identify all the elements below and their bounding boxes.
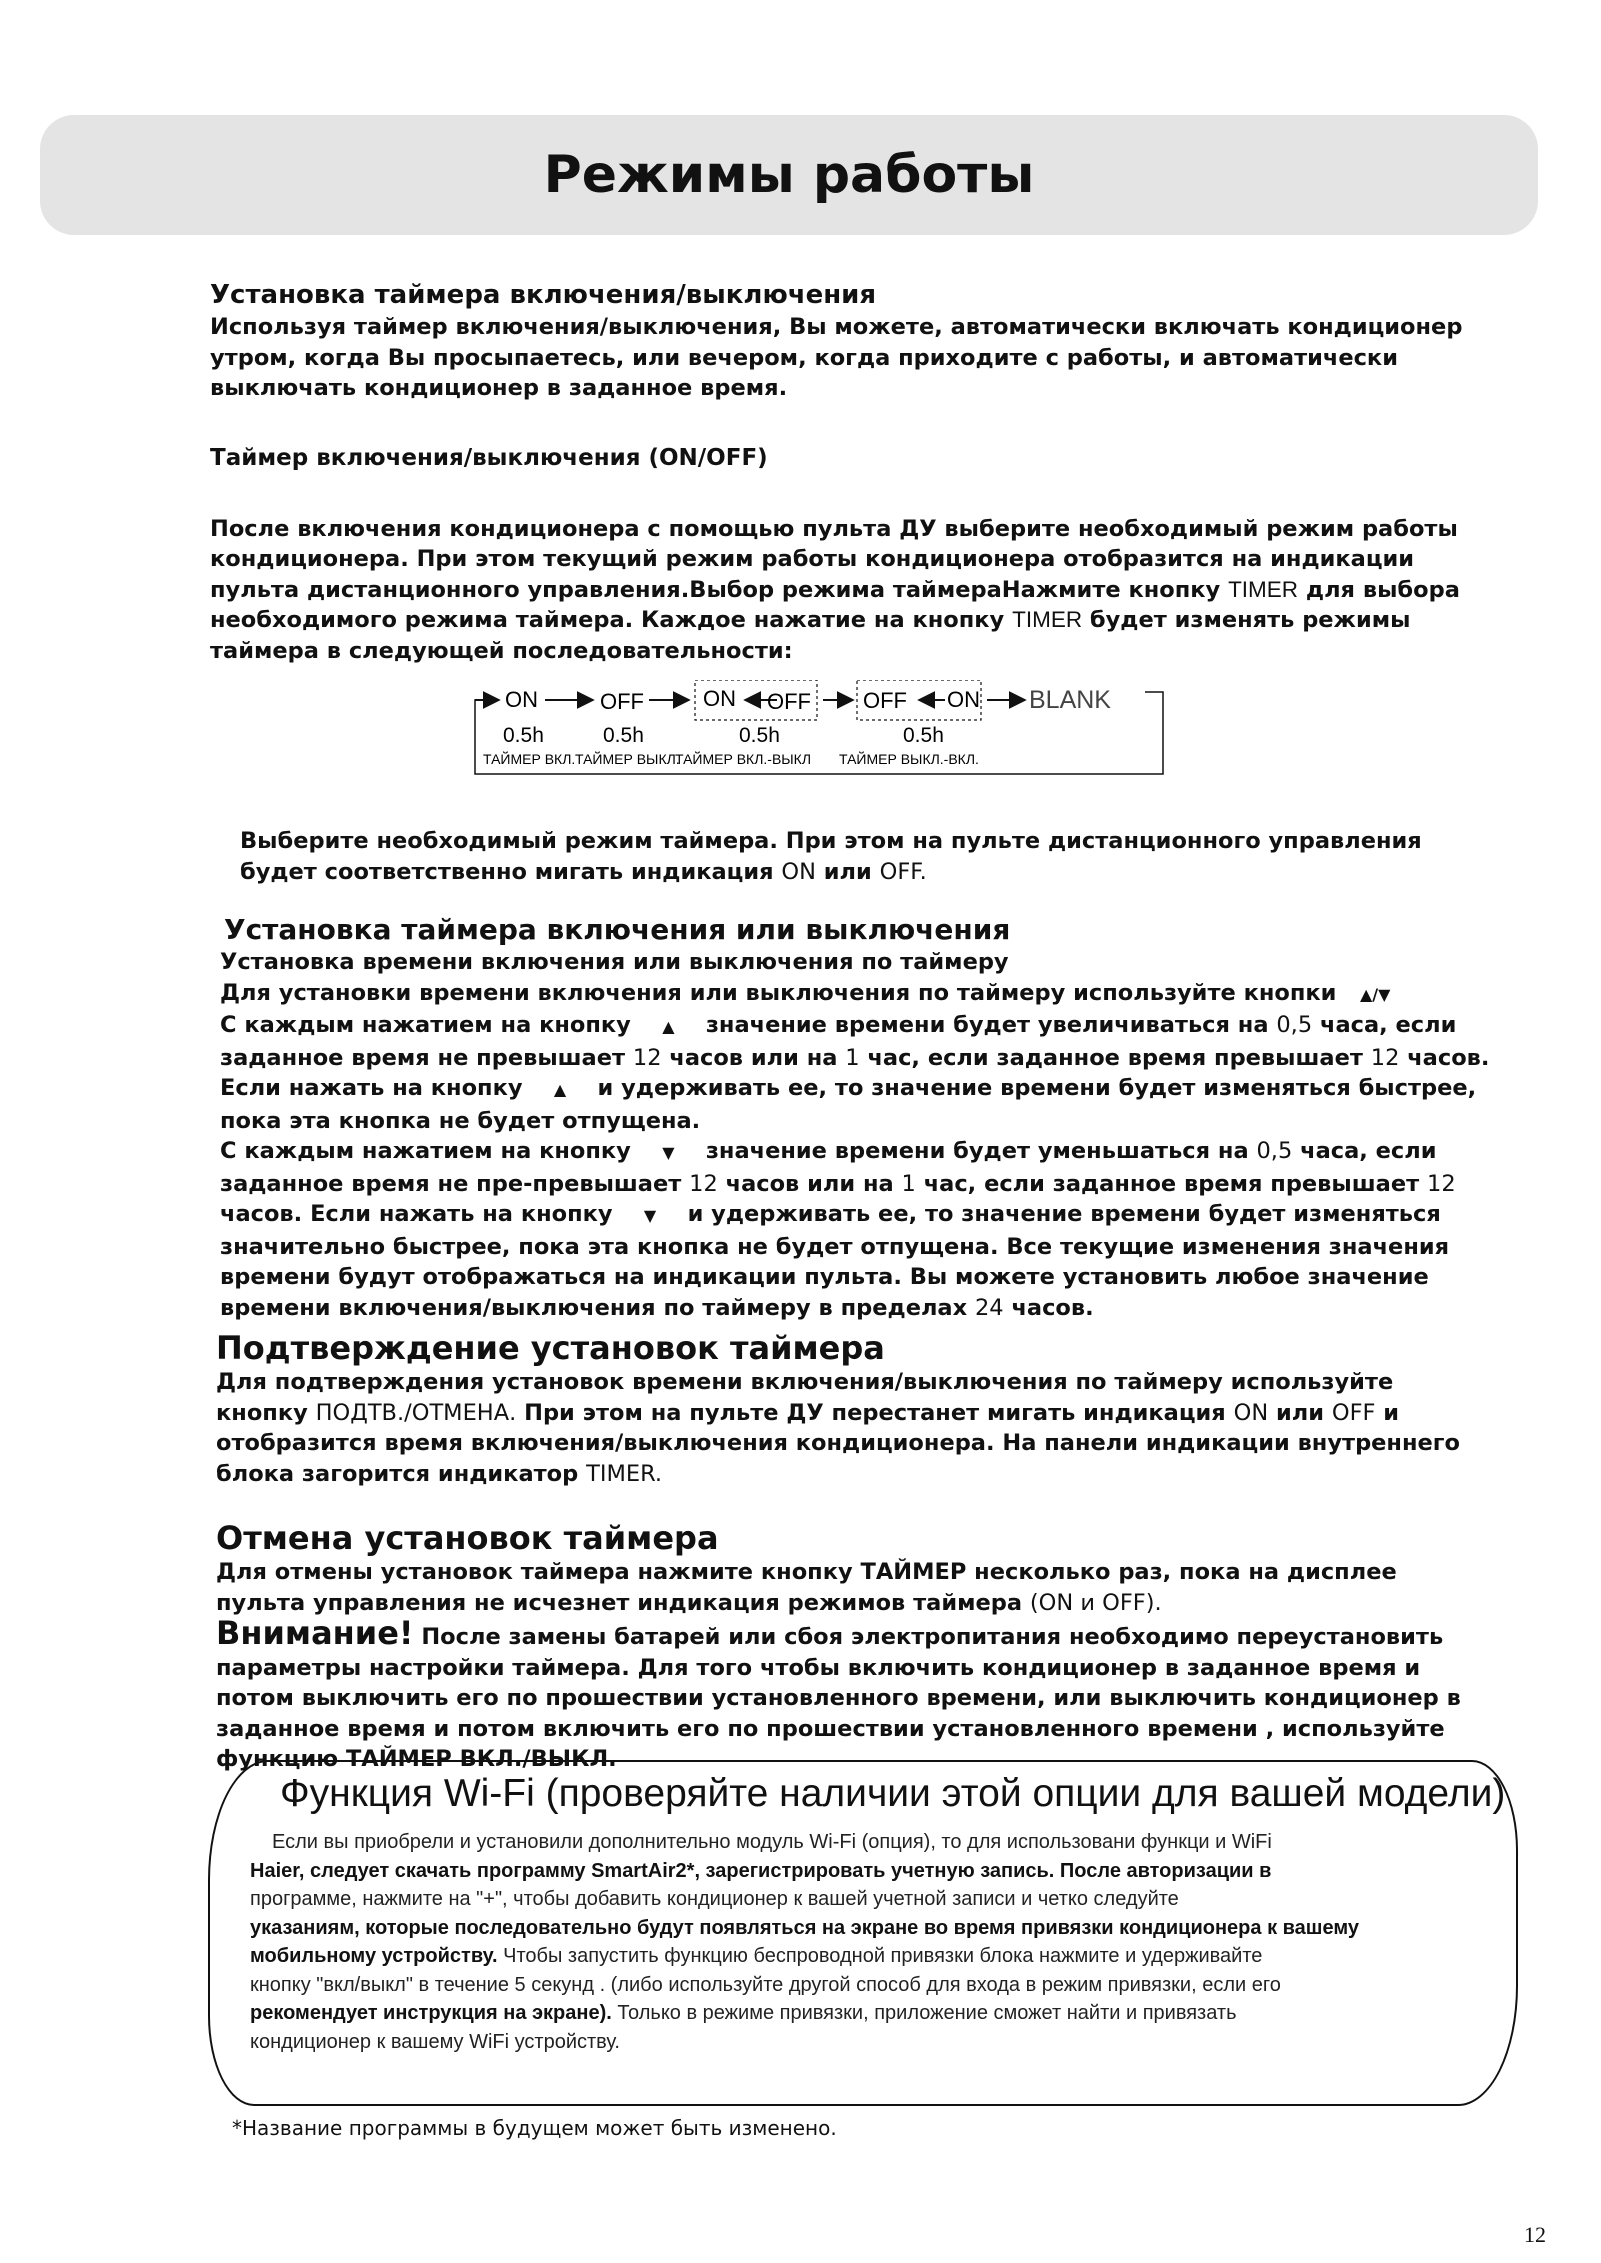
up-arrow-icon: ▲ [553, 1080, 567, 1099]
seq-off-2: OFF [767, 689, 811, 714]
page-number: 12 [1524, 2222, 1546, 2247]
step-4: 0.5h [903, 724, 944, 747]
timer-heading: Установка таймера включения/выключения [210, 280, 877, 310]
warning-body: Внимание! После замены батарей или сбоя электропитания необходимо переустановить параметры настройки таймера. Для того чтобы включить кондиционер в заданное время и потом выключить его по прошествии установленного времени, или выключить кондиционер в заданное время и потом включить его по прошествии установленного времени , используйте функцию ТАЙМЕР ВКЛ./ВЫКЛ. [216, 1614, 1461, 1772]
set-body: Установка времени включения или выключения по таймеру Для установки времени включения или выключения по таймеру используйте кнопки ▲/▼ С каждым нажатием на кнопку ▲ значение времени будет увеличиваться на 0,5 часа, если заданное время не превышает 12 часов или на 1 час, если заданное время превышает 12 часов. Если нажать на кнопку ▲ и удерживать ее, то значение времени будет изменяться быстрее, пока эта кнопка не будет отпущена. С каждым нажатием на кнопку ▼ значение времени будет уменьшаться на 0,5 часа, если заданное время не пре-превышает 12 часов или на 1 час, если заданное время превышает 12 часов. Если нажать на кнопку ▼ и удерживать ее, то значение времени будет изменяться значительно быстрее, пока эта кнопка не будет отпущена. Все текущие изменения значения времени будут отображаться на индикации пульта. Вы можете установить любое значение времени включения/выключения по таймеру в пределах 24 часов. [220, 949, 1490, 1321]
cancel-body: Для отмены установок таймера нажмите кнопку ТАЙМЕР несколько раз, пока на дисплее пульта управления не исчезнет индикация режимов таймера (ON и OFF). [216, 1559, 1397, 1616]
step-2: 0.5h [603, 724, 644, 747]
label-timer-off: ТАЙМЕР ВЫКЛ. [575, 751, 680, 767]
timer-body: После включения кондиционера с помощью пульта ДУ выберите необходимый режим работы кондиционера. При этом текущий режим работы кондиционера отобразится на индикации пульта дистанционного управления.Выбор режима таймераНажмите кнопку TIMER для выбора необходимого режима таймера. Каждое нажатие на кнопку TIMER будет изменять режимы таймера в следующей последовательности: [210, 515, 1460, 664]
seq-blank: BLANK [1029, 686, 1111, 714]
footnote: *Название программы в будущем может быть изменено. [232, 2116, 837, 2140]
seq-on: ON [505, 687, 538, 712]
timer-subheading: Таймер включения/выключения (ON/OFF) [210, 444, 768, 471]
timer-button-label: ТАЙМЕР [860, 1559, 967, 1585]
header-bar [40, 115, 1538, 235]
wifi-text: Если вы приобрели и установили дополнительно модуль Wi-Fi (опция), то для использовани функци и WiFi Haier, следует скачать программу SmartAir2*, зарегистрировать учетную запись. После авторизации в программе, нажмите на "+", чтобы добавить кондиционер к вашей учетной записи и четко следуйте указаниям, которые последовательно будут появляться на экране во время привязки кондиционера к вашему мобильному устройству. Чтобы запустить функцию беспроводной привязки блока нажмите и удерживайте кнопку "вкл/выкл" в течение 5 секунд . (либо используйте другой способ для входа в режим привязки, если его рекомендует инструкция на экране). Только в режиме привязки, приложение сможет найти и привязать кондиционер к вашему WiFi устройству. [250, 1831, 1359, 2053]
down-arrow-icon: ▼ [643, 1206, 657, 1225]
label-timer-off-on: ТАЙМЕР ВЫКЛ.-ВКЛ. [839, 751, 979, 767]
wifi-title: Функция Wi-Fi (проверяйте наличии этой опции для вашей модели) [280, 1772, 1506, 1815]
cancel-heading: Отмена установок таймера [216, 1519, 719, 1557]
seq-on-3: ON [947, 687, 980, 712]
confirm-button-label: ПОДТВ./ОТМЕНА. [315, 1399, 517, 1426]
up-down-icon: ▲/▼ [1359, 984, 1391, 1004]
label-timer-on: ТАЙМЕР ВКЛ. [483, 751, 576, 767]
label-timer-on-off: ТАЙМЕР ВКЛ.-ВЫКЛ [675, 751, 812, 767]
sequence-svg [463, 680, 1203, 802]
seq-off-3: OFF [863, 688, 907, 713]
timer-intro: Используя таймер включения/выключения, Вы можете, автоматически включать кондиционер утром, когда Вы просыпаетесь, или вечером, когда приходите с работы, и автоматически выключать кондиционер в заданное время. [210, 314, 1463, 401]
confirm-heading: Подтверждение установок таймера [216, 1329, 885, 1367]
main-content [210, 278, 1490, 1775]
set-heading: Установка таймера включения или выключения [224, 913, 1011, 946]
step-1: 0.5h [503, 724, 544, 747]
seq-off: OFF [600, 689, 644, 714]
confirm-body: Для подтверждения установок времени включения/выключения по таймеру используйте кнопку ПОДТВ./ОТМЕНА. При этом на пульте ДУ перестанет мигать индикация ON или OFF и отобразится время включения/выключения кондиционера. На панели индикации внутреннего блока загорится индикатор TIMER. [216, 1369, 1460, 1487]
select-note: Выберите необходимый режим таймера. При этом на пульте дистанционного управления будет соответственно мигать индикация ON или OFF. [240, 828, 1422, 885]
timer-sequence-diagram [210, 680, 1490, 808]
down-arrow-icon: ▼ [662, 1143, 675, 1162]
up-arrow-icon: ▲ [662, 1017, 675, 1036]
step-3: 0.5h [739, 724, 780, 747]
warning-label: Внимание! [216, 1614, 414, 1652]
page-title: Режимы работы [543, 145, 1035, 205]
seq-on-2: ON [703, 686, 736, 711]
